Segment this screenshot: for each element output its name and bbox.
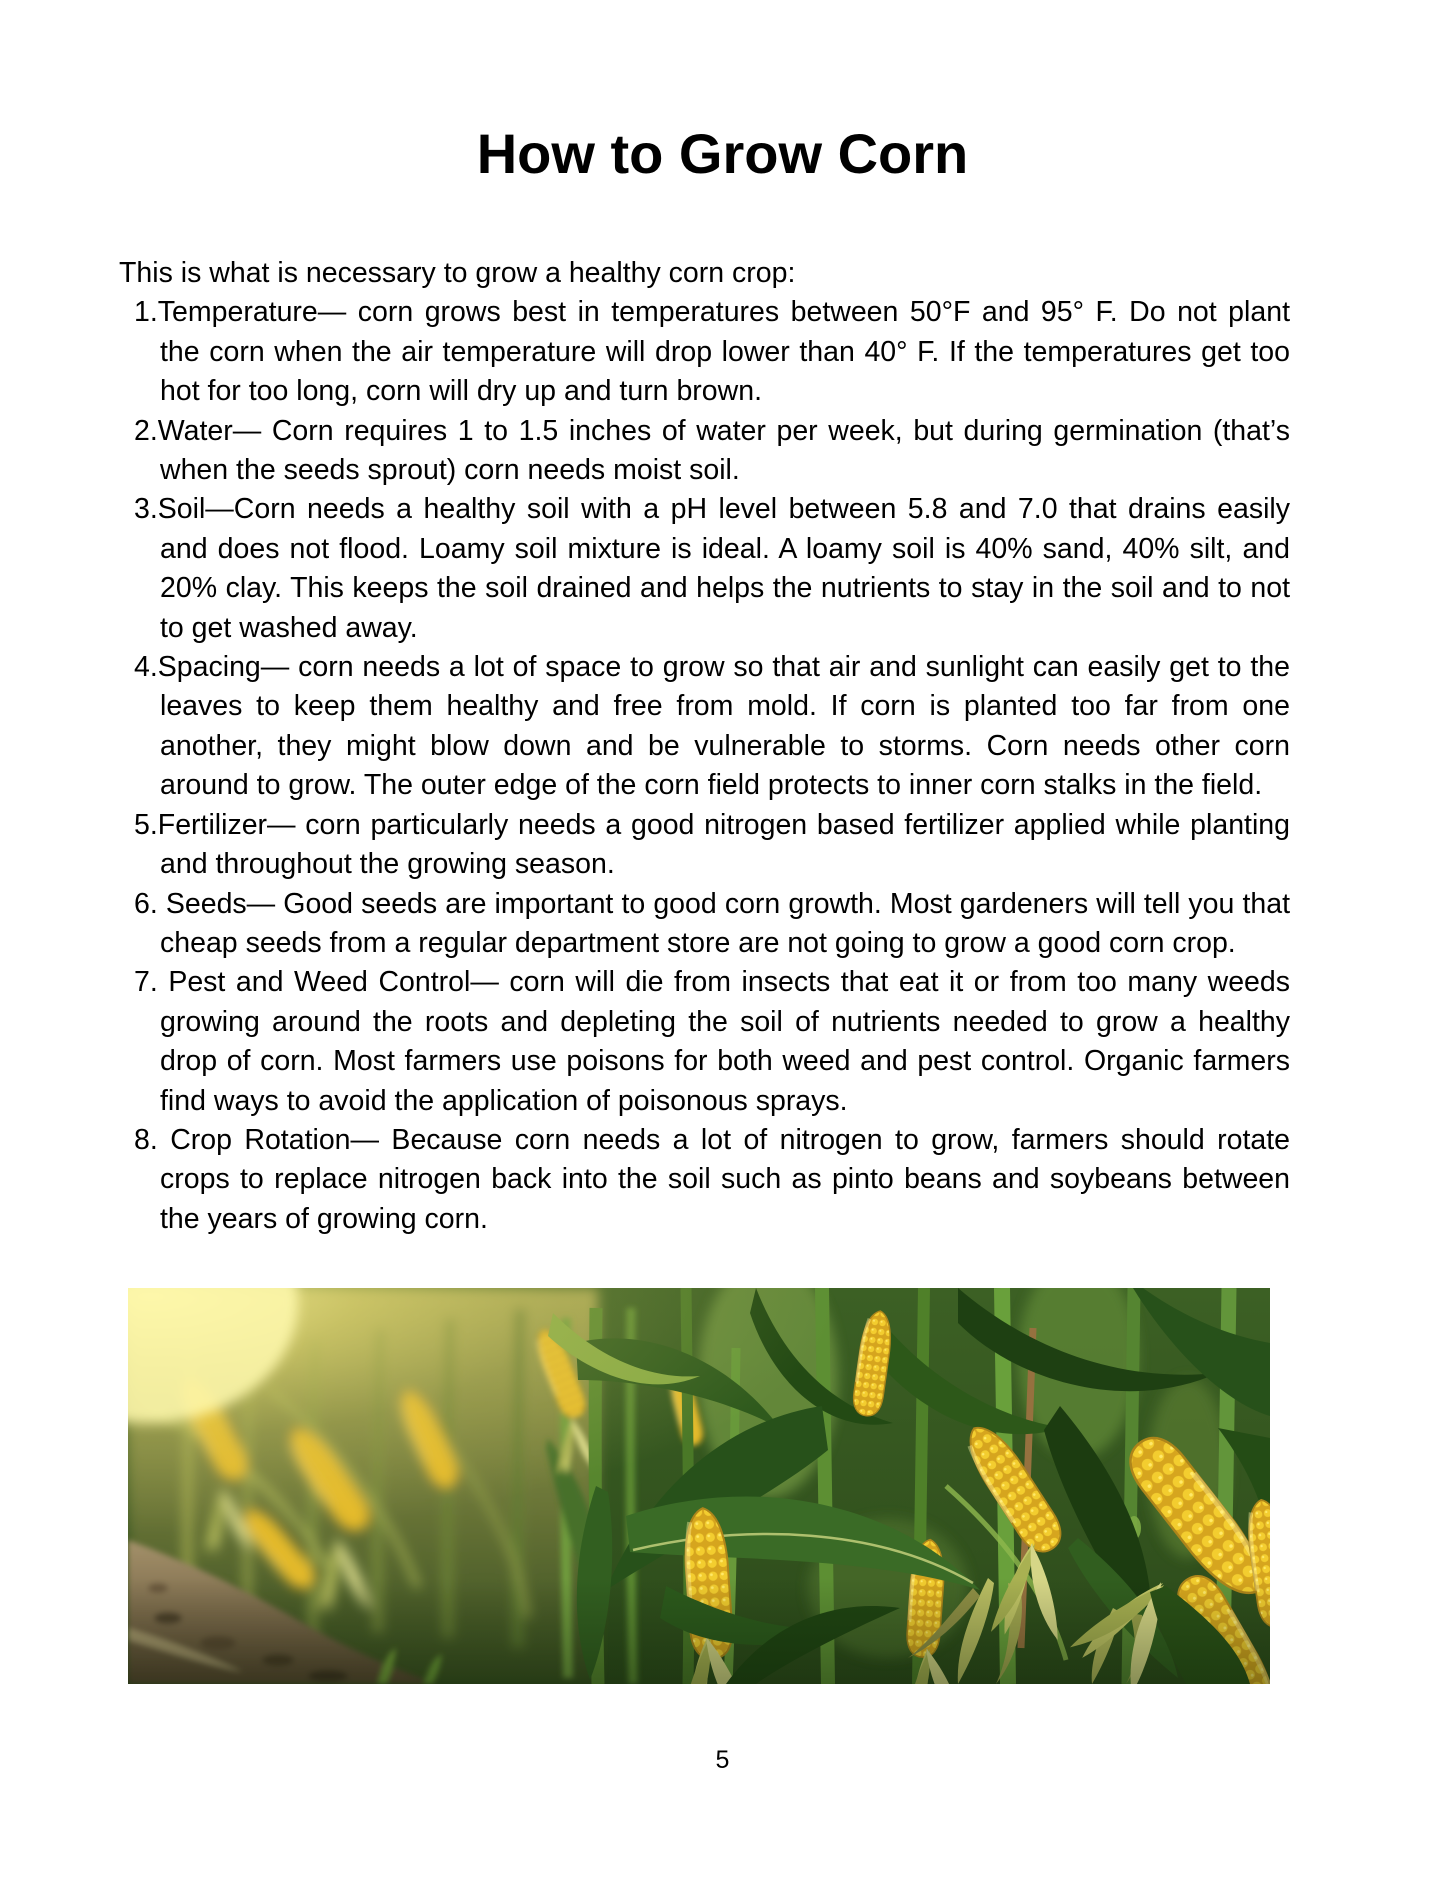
list-item-text: Soil—Corn needs a healthy soil with a pH level between 5.8 and 7.0 that drains easily and does not flood. Loamy soil mixture is ideal. A loamy soil is 40% sand, 40% silt, and 20% clay. This keeps the soil drained and helps the nutrients to stay in the soil and to not to get washed away.: [157, 493, 1290, 644]
list-item-number: 1.: [134, 296, 158, 329]
list-item-number: 2.: [134, 414, 158, 447]
list-item-text: Seeds— Good seeds are important to good corn growth. Most gardeners will tell you that cheap seeds from a regular department store are not going to grow a good corn crop.: [160, 887, 1291, 959]
list-item-spacing: [134, 648, 1290, 806]
list-item-number: 5.: [134, 808, 158, 841]
list-item-seeds: [134, 885, 1291, 964]
page-title: How to Grow Corn: [476, 122, 969, 185]
list-item-number: 4.: [134, 651, 158, 684]
list-item-text: Fertilizer— corn particularly needs a good nitrogen based fertilizer applied while planting and throughout the growing season.: [157, 808, 1290, 881]
list-item-number: 7.: [134, 966, 169, 999]
list-item-text: Water— Corn requires 1 to 1.5 inches of water per week, but during germination (that’s when the seeds sprout) corn needs moist soil.: [157, 414, 1290, 487]
corn-field-illustration: [128, 1288, 1270, 1684]
list-item-temperature: [134, 293, 1290, 411]
corn-field-photo: [128, 1288, 1270, 1684]
list-item-text: Spacing— corn needs a lot of space to grow so that air and sunlight can easily get to the leaves to keep them healthy and free from mold. If corn is planted too far from one another, they might blow down and be vulnerable to storms. Corn needs other corn around to grow. The outer edge of the corn field protects to inner corn stalks in the field.: [157, 651, 1290, 802]
list-item-text: Crop Rotation— Because corn needs a lot of nitrogen to grow, farmers should rotate crops to replace nitrogen back into the soil such as pinto beans and soybeans between the years of growing corn.: [160, 1123, 1291, 1235]
list-item-number: 6.: [134, 887, 166, 920]
page-number: 5: [715, 1746, 730, 1775]
document-body: [119, 254, 1290, 1684]
list-item-water: [134, 412, 1290, 491]
list-item-text: Temperature— corn grows best in temperatures between 50°F and 95° F. Do not plant the corn when the air temperature will drop lower than 40° F. If the temperatures get too hot for too long, corn will dry up and turn brown.: [157, 296, 1290, 408]
list-item-pest-weed-control: [134, 963, 1290, 1121]
list-item-number: 3.: [134, 493, 158, 526]
intro-paragraph: This is what is necessary to grow a healthy corn crop:: [119, 257, 796, 289]
list-item-fertilizer: [134, 806, 1290, 885]
list-item-number: 8.: [134, 1123, 171, 1156]
list-item-soil: [134, 490, 1290, 648]
list-item-crop-rotation: [134, 1121, 1291, 1239]
list-item-text: Pest and Weed Control— corn will die from insects that eat it or from too many weeds growing around the roots and depleting the soil of nutrients needed to grow a healthy drop of corn. Most farmers use poisons for both weed and pest control. Organic farmers find ways to avoid the application of poisonous sprays.: [160, 966, 1290, 1117]
numbered-list: [119, 293, 1290, 1239]
